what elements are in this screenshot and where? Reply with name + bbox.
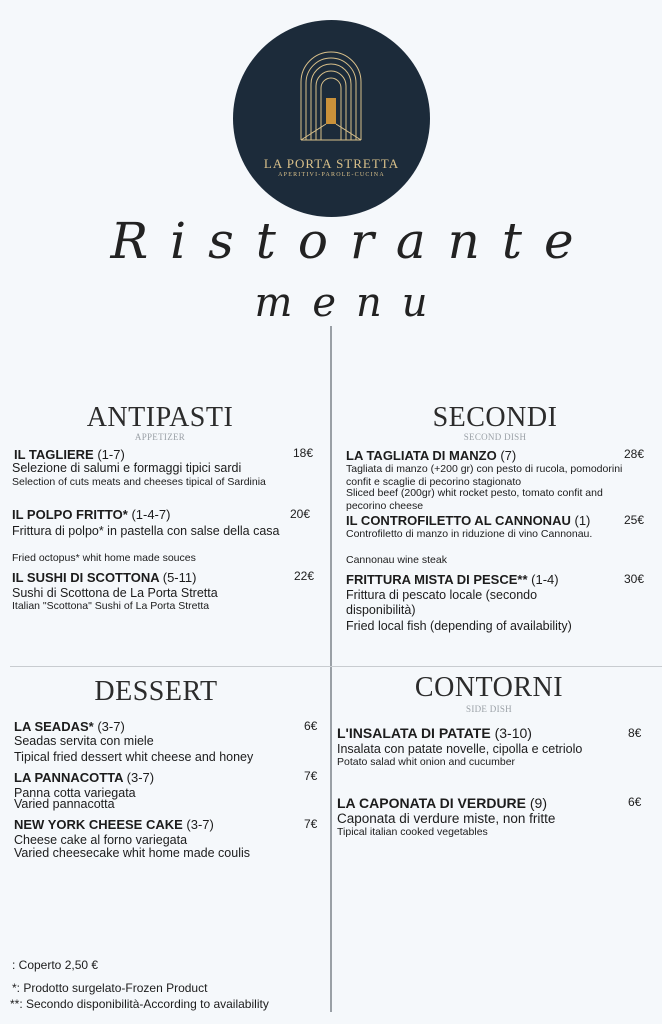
menu-item-name: LA CAPONATA DI VERDURE (9) (337, 795, 548, 811)
menu-item-description: Sushi di Scottona de La Porta Stretta (12, 586, 218, 600)
menu-item-translation: Varied cheesecake whit home made coulis (14, 846, 251, 860)
menu-item-translation: Tipical fried dessert whit cheese and honey (14, 750, 254, 764)
page-subtitle: menu (254, 280, 448, 326)
logo-tagline: APERITIVI-PAROLE-CUCINA (278, 172, 385, 178)
menu-item-price: 18€ (293, 446, 314, 460)
restaurant-logo (233, 20, 430, 217)
availability-note: **: Secondo disponibilità-According to availability (10, 997, 269, 1011)
secondi-title: SECONDI (432, 402, 558, 433)
menu-item-price: 28€ (624, 447, 645, 461)
menu-item-translation: Potato salad whit onion and cucumber (337, 756, 516, 768)
frozen-note: *: Prodotto surgelato-Frozen Product (12, 981, 208, 995)
menu-item-translation: Italian "Scottona" Sushi of La Porta Stretta (12, 600, 210, 612)
menu-item-price: 20€ (290, 507, 311, 521)
antipasti-title: ANTIPASTI (86, 402, 234, 433)
menu-item-price: 6€ (628, 795, 642, 809)
menu-item-price: 7€ (304, 817, 318, 831)
menu-item-description: Caponata di verdure miste, non fritte (337, 811, 556, 826)
menu-item-name: IL TAGLIERE (1-7) (14, 447, 125, 462)
menu-item-description: Tagliata di manzo (+200 gr) con pesto di rucola, pomodorini confit e scaglie di pecorino stagionato (346, 463, 623, 488)
menu-item-translation: Varied pannacotta (14, 797, 115, 811)
vertical-divider (330, 326, 332, 1012)
secondi-subtitle: SECOND DISH (463, 432, 527, 442)
menu-item-price: 8€ (628, 726, 642, 740)
menu-item-translation: Tipical italian cooked vegetables (337, 826, 488, 838)
menu-item-description: Controfiletto di manzo in riduzione di vino Cannonau. (346, 528, 593, 540)
menu-item-price: 30€ (624, 572, 645, 586)
page-title: Ristorante (110, 212, 596, 270)
menu-item-name: NEW YORK CHEESE CAKE (3-7) (14, 817, 214, 832)
menu-item-name: FRITTURA MISTA DI PESCE** (1-4) (346, 572, 559, 587)
menu-item-translation: Fried octopus* whit home made souces (12, 552, 196, 564)
menu-item-description: Panna cotta variegata (14, 786, 136, 800)
menu-item-translation: Selection of cuts meats and cheeses tipical of Sardinia (12, 476, 266, 488)
menu-item-description: Frittura di polpo* in pastella con salse della casa (12, 524, 280, 538)
menu-item-price: 7€ (304, 769, 318, 783)
menu-item-description: Frittura di pescato locale (secondo disponibilità) (346, 588, 538, 617)
menu-item-translation: Fried local fish (depending of availability) (346, 619, 572, 633)
menu-item-name: IL CONTROFILETTO AL CANNONAU (1) (346, 513, 591, 528)
menu-item-translation: Sliced beef (200gr) whit rocket pesto, tomato confit and pecorino cheese (346, 487, 603, 512)
menu-item-price: 25€ (624, 513, 645, 527)
menu-item-name: LA TAGLIATA DI MANZO (7) (346, 448, 517, 463)
menu-item-description: Seadas servita con miele (14, 734, 154, 748)
menu-item-name: IL POLPO FRITTO* (1-4-7) (12, 507, 171, 522)
menu-item-description: Insalata con patate novelle, cipolla e cetriolo (337, 742, 583, 756)
menu-item-name: IL SUSHI DI SCOTTONA (5-11) (12, 570, 197, 585)
dessert-title: DESSERT (94, 676, 218, 707)
coverage-charge: : Coperto 2,50 € (12, 958, 99, 972)
menu-item-translation: Cannonau wine steak (346, 554, 447, 566)
menu-item-name: LA SEADAS* (3-7) (14, 719, 125, 734)
logo-name: LA PORTA STRETTA (263, 156, 400, 171)
menu-item-price: 22€ (294, 569, 315, 583)
menu-item-description: Selezione di salumi e formaggi tipici sardi (12, 461, 242, 475)
antipasti-subtitle: APPETIZER (134, 432, 186, 442)
menu-item-price: 6€ (304, 719, 318, 733)
contorni-subtitle: SIDE DISH (466, 704, 512, 714)
menu-item-name: LA PANNACOTTA (3-7) (14, 770, 155, 785)
menu-item-name: L'INSALATA DI PATATE (3-10) (337, 725, 532, 741)
menu-item-description: Cheese cake al forno variegata (14, 833, 188, 847)
horizontal-divider (10, 666, 662, 667)
contorni-title: CONTORNI (414, 672, 564, 703)
arch-door-icon (233, 20, 430, 217)
